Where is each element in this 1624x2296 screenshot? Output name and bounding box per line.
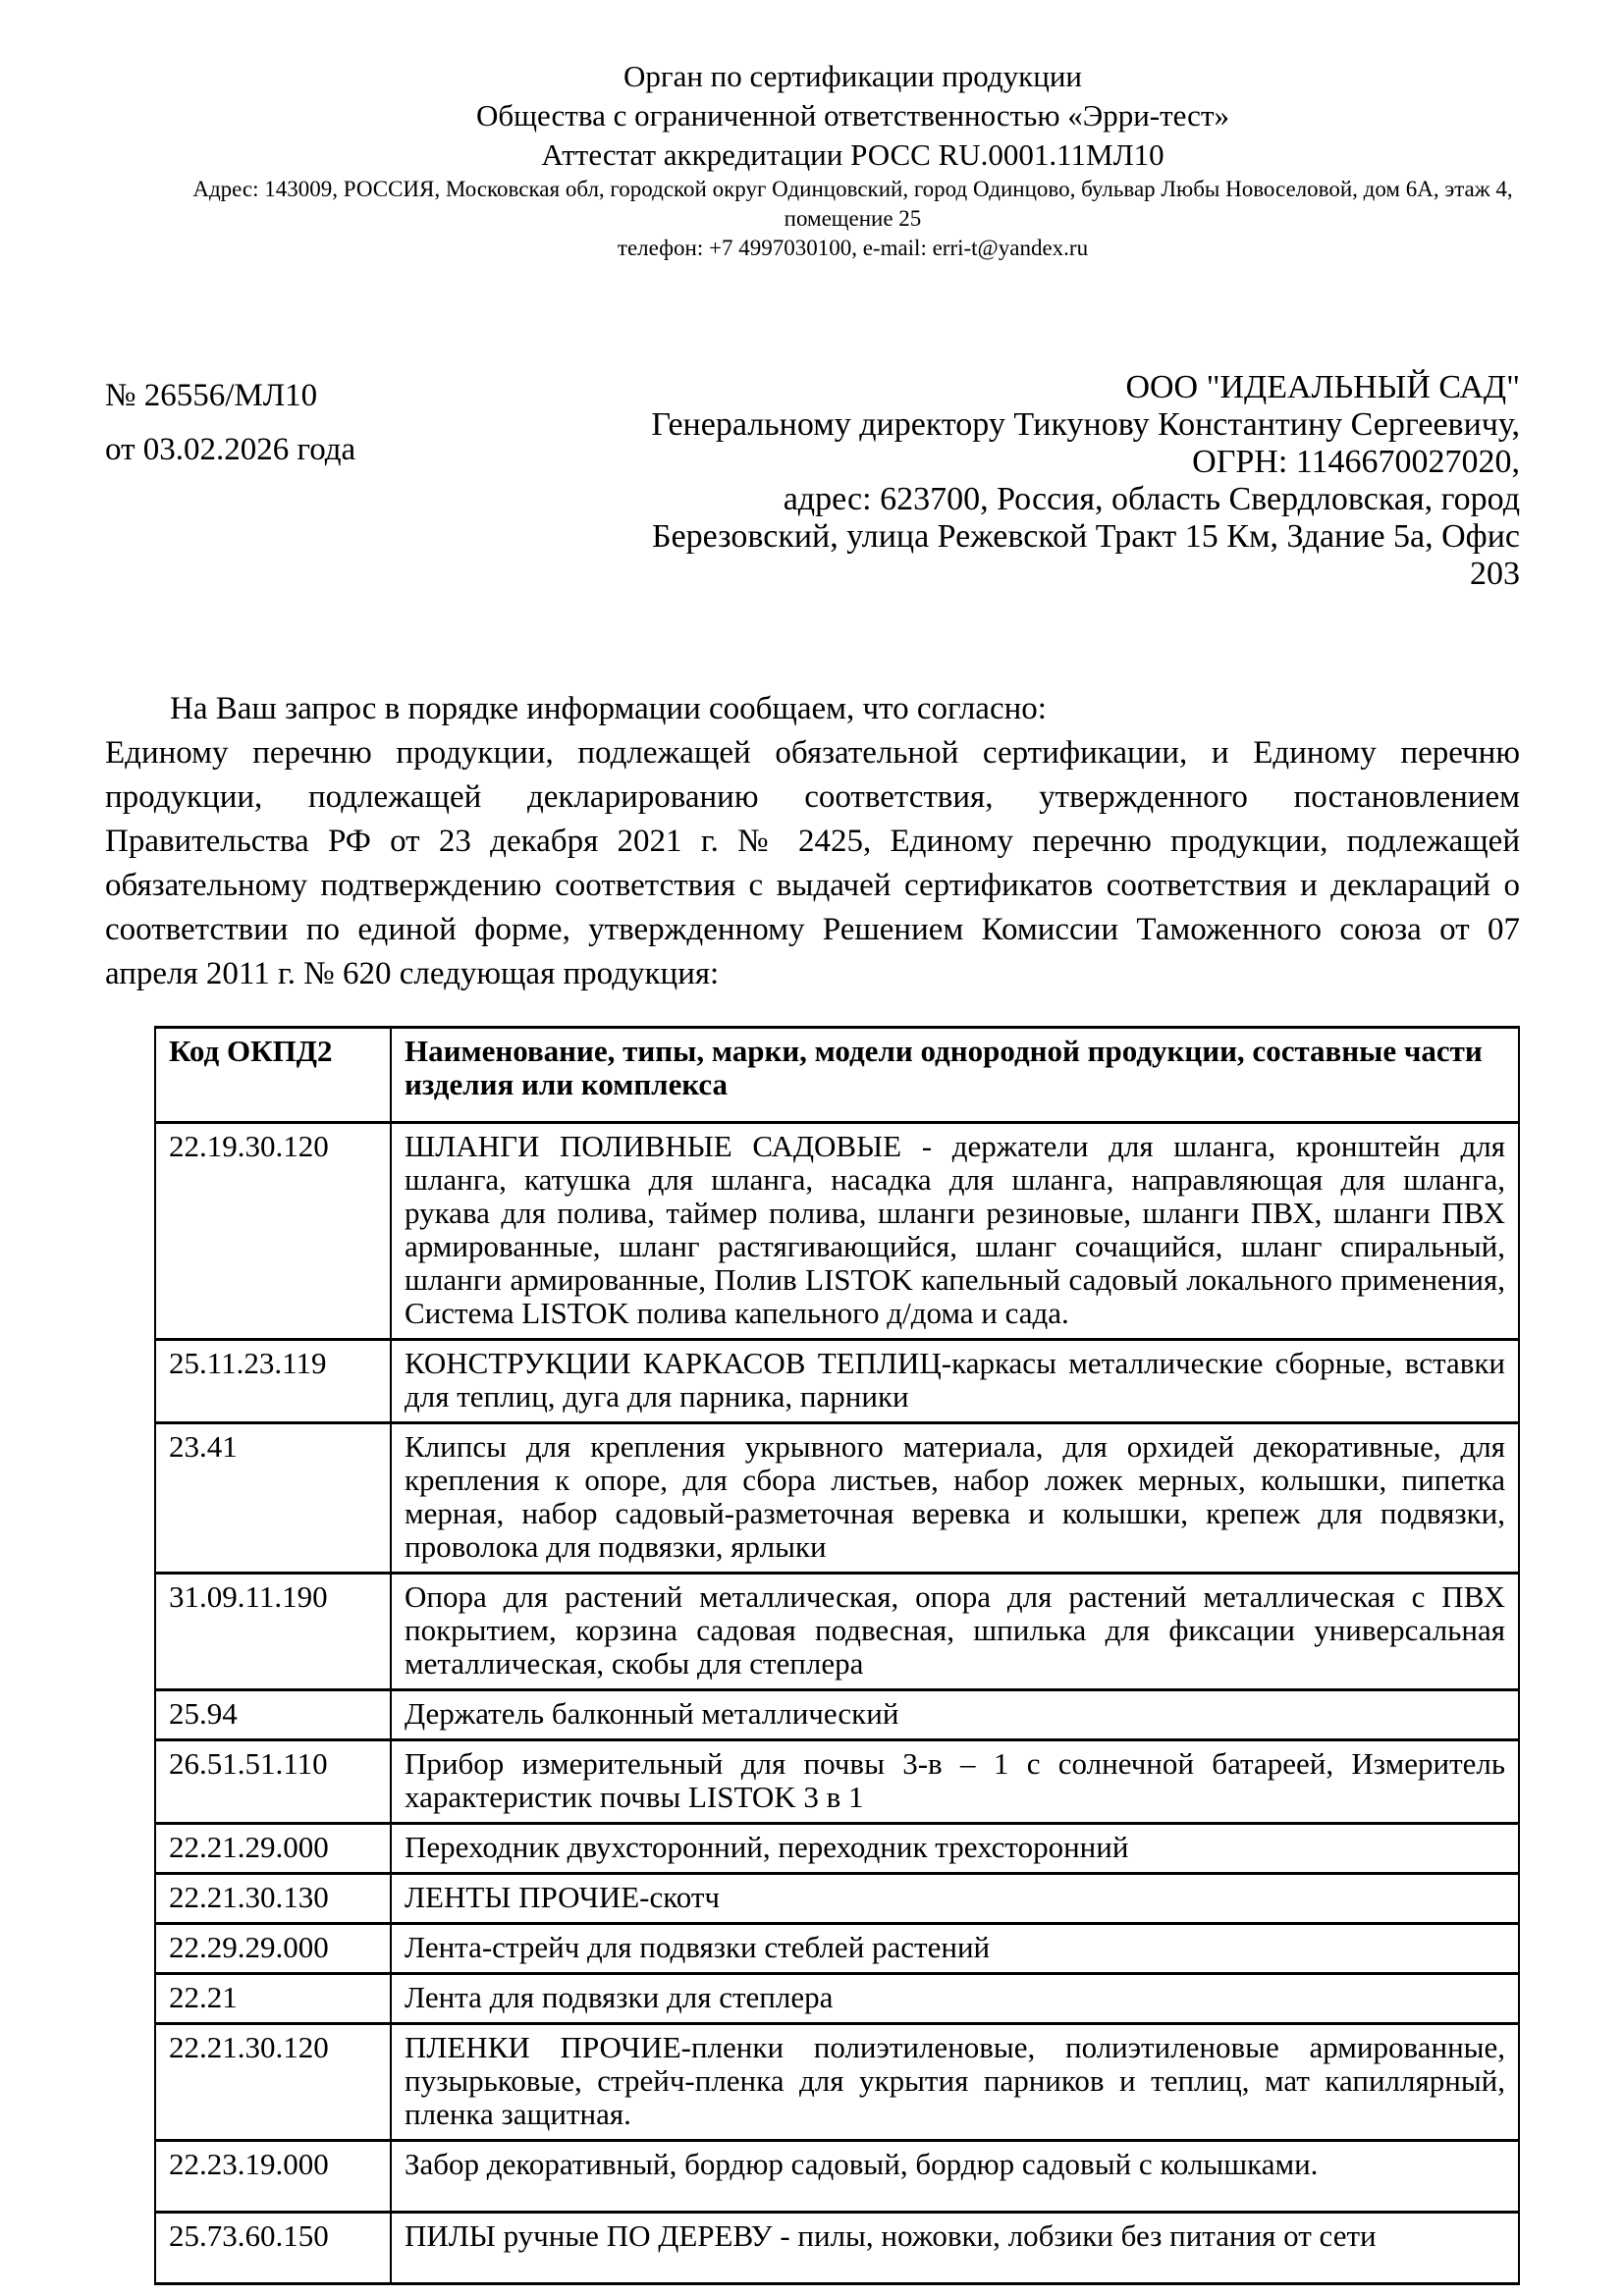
table-row: [155, 1574, 1519, 1690]
product-description: Лента для подвязки для степлера: [391, 1974, 1519, 2024]
table-header-code: Код ОКПД2: [155, 1028, 391, 1123]
reference-block: [105, 369, 355, 477]
table-row: [155, 1924, 1519, 1974]
product-description: ШЛАНГИ ПОЛИВНЫЕ САДОВЫЕ - держатели для шланга, кронштейн для шланга, катушка для шланга, насадка для шланга, направляющая для шланга, рукава для полива, таймер полива, шланги резиновые, шланги ПВХ, шланги ПВХ армированные, шланг растягивающийся, шланг сочащийся, шланг спиральный, шланги армированные, Полив LISTOK капельный садовый локального применения, Система LISTOK полива капельного д/дома и сада.: [391, 1123, 1519, 1340]
okpd2-code: 22.19.30.120: [155, 1123, 391, 1340]
table-row: [155, 1874, 1519, 1924]
product-description: КОНСТРУКЦИИ КАРКАСОВ ТЕПЛИЦ-каркасы металлические сборные, вставки для теплиц, дуга для парника, парники: [391, 1340, 1519, 1423]
table-row: [155, 1974, 1519, 2024]
letterhead-contacts: телефон: +7 4997030100, e-mail: erri-t@yandex.ru: [617, 236, 1089, 260]
body-paragraph: Единому перечню продукции, подлежащей обязательной сертификации, и Единому перечню продукции, подлежащей декларированию соответствия, утвержденного постановлением Правительства РФ от 23 декабря 2021 г. № 2425, Единому перечню продукции, подлежащей обязательному подтверждению соответствия с выдачей сертификатов соответствия и деклараций о соответствии по единой форме, утвержденному Решением Комиссии Таможенного союза от 07 апреля 2011 г. № 620 следующая продукция:: [105, 735, 1520, 991]
okpd2-code: 22.21.30.120: [155, 2024, 391, 2141]
table-row: [155, 2024, 1519, 2141]
product-description: ПЛЕНКИ ПРОЧИЕ-пленки полиэтиленовые, полиэтиленовые армированные, пузырьковые, стрейч-пленка для укрытия парников и теплиц, мат капиллярный, пленка защитная.: [391, 2024, 1519, 2141]
product-description: Клипсы для крепления укрывного материала, для орхидей декоративные, для крепления к опоре, для сбора листьев, набор ложек мерных, колышки, пипетка мерная, набор садовый-разметочная веревка и колышки, крепеж для подвязки, проволока для подвязки, ярлыки: [391, 1423, 1519, 1574]
product-description: Забор декоративный, бордюр садовый, бордюр садовый с колышками.: [391, 2141, 1519, 2213]
okpd2-code: 22.23.19.000: [155, 2141, 391, 2213]
recipient-ogrn: ОГРН: 1146670027020,: [1192, 444, 1520, 480]
product-description: Лента-стрейч для подвязки стеблей растений: [391, 1924, 1519, 1974]
body-intro: На Ваш запрос в порядке информации сообщаем, что согласно:: [170, 691, 1047, 726]
letter-number: № 26556/МЛ10: [105, 378, 318, 413]
letterhead-accreditation: Аттестат аккредитации РОСС RU.0001.11МЛ10: [541, 137, 1164, 172]
letter-body: [105, 687, 1520, 996]
okpd2-code: 22.21: [155, 1974, 391, 2024]
recipient-address: адрес: 623700, Россия, область Свердловская, город Березовский, улица Режевской Тракт 15 Км, Здание 5а, Офис 203: [652, 481, 1520, 592]
okpd2-code: 22.21.29.000: [155, 1824, 391, 1874]
letterhead-org-line-2: Общества с ограниченной ответственностью «Эрри-тест»: [475, 98, 1229, 133]
okpd2-code: 25.94: [155, 1690, 391, 1740]
okpd2-code: 22.29.29.000: [155, 1924, 391, 1974]
okpd2-code: 25.73.60.150: [155, 2213, 391, 2284]
letter-date: от 03.02.2026 года: [105, 432, 356, 467]
product-description: ЛЕНТЫ ПРОЧИЕ-скотч: [391, 1874, 1519, 1924]
okpd2-code: 22.21.30.130: [155, 1874, 391, 1924]
product-description: Переходник двухсторонний, переходник трехсторонний: [391, 1824, 1519, 1874]
okpd2-code: 23.41: [155, 1423, 391, 1574]
letterhead-address: Адрес: 143009, РОССИЯ, Московская обл, городской округ Одинцовский, город Одинцово, бульвар Любы Новоселовой, дом 6А, этаж 4, помещение 25: [192, 177, 1513, 231]
okpd2-code: 31.09.11.190: [155, 1574, 391, 1690]
recipient-director: Генеральному директору Тикунову Константину Сергеевичу,: [651, 406, 1520, 443]
okpd2-code: 26.51.51.110: [155, 1740, 391, 1824]
table-row: [155, 2141, 1519, 2213]
table-row: [155, 1824, 1519, 1874]
letterhead: [105, 57, 1520, 263]
table-header-name: Наименование, типы, марки, модели однородной продукции, составные части изделия или комплекса: [391, 1028, 1519, 1123]
recipient-company: ООО "ИДЕАЛЬНЫЙ САД": [1125, 369, 1520, 405]
table-row: [155, 1690, 1519, 1740]
table-row: [155, 2213, 1519, 2284]
table-header-row: [155, 1028, 1519, 1123]
product-description: Держатель балконный металлический: [391, 1690, 1519, 1740]
products-table: [154, 1026, 1520, 2285]
reference-recipient-row: [105, 369, 1520, 593]
product-description: Опора для растений металлическая, опора для растений металлическая с ПВХ покрытием, корзина садовая подвесная, шпилька для фиксации универсальная металлическая, скобы для степлера: [391, 1574, 1519, 1690]
okpd2-code: 25.11.23.119: [155, 1340, 391, 1423]
product-description: ПИЛЫ ручные ПО ДЕРЕВУ - пилы, ножовки, лобзики без питания от сети: [391, 2213, 1519, 2284]
letterhead-org-line-1: Орган по сертификации продукции: [623, 59, 1082, 93]
table-row: [155, 1740, 1519, 1824]
table-row: [155, 1423, 1519, 1574]
product-description: Прибор измерительный для почвы 3-в – 1 с солнечной батареей, Измеритель характеристик почвы LISTOK 3 в 1: [391, 1740, 1519, 1824]
table-row: [155, 1123, 1519, 1340]
recipient-block: [617, 369, 1520, 593]
table-row: [155, 1340, 1519, 1423]
